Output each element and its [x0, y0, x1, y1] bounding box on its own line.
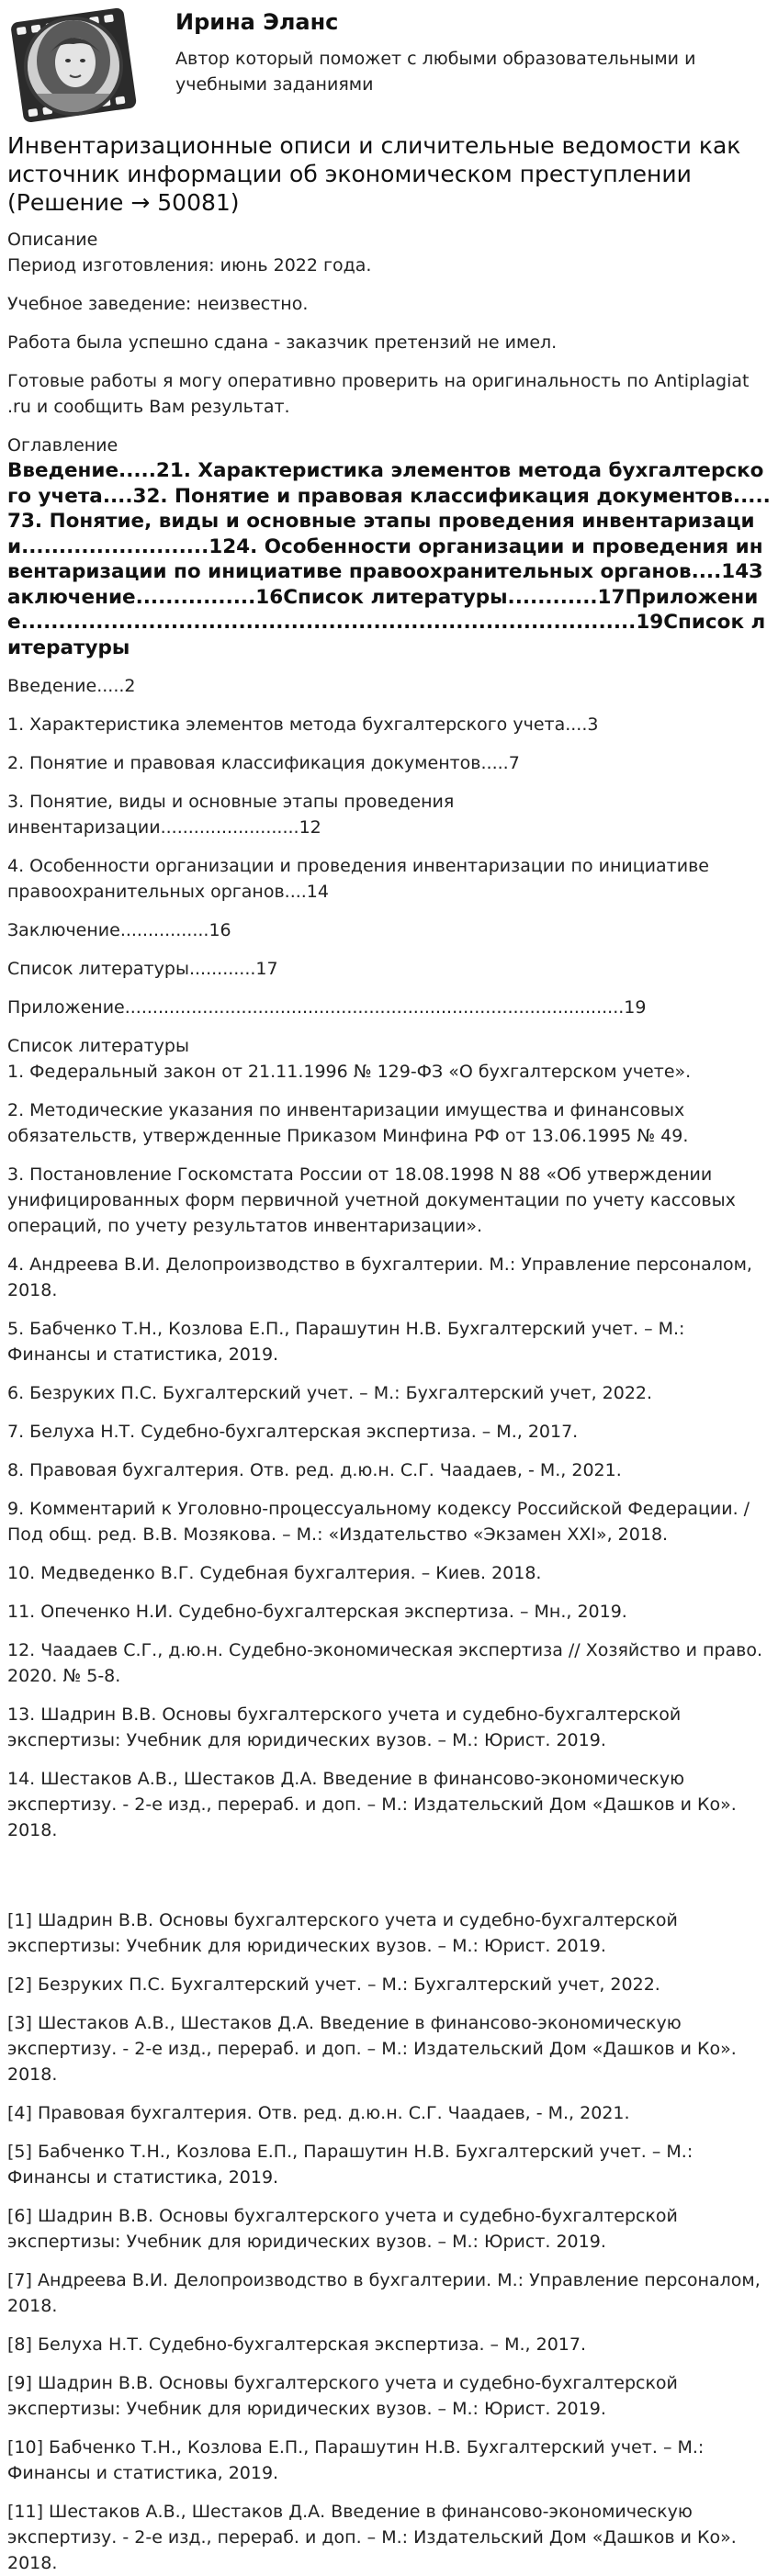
reference-item: 3. Постановление Госкомстата России от 18.08.1998 N 88 «Об утверждении унифицированных форм первичной учетной документации по учету кассовых операций, по учету результатов инвентаризации». [7, 1164, 736, 1236]
description-line: Работа была успешно сдана - заказчик претензий не имел. [7, 332, 558, 353]
page-title: Инвентаризационные описи и сличительные ведомости как источник информации об экономическом преступлении (Решение → 50081) [7, 132, 741, 216]
toc-item: 2. Понятие и правовая классификация документов.....7 [7, 753, 520, 773]
toc-item: 4. Особенности организации и проведения инвентаризации по инициативе правоохранительных органов....14 [7, 856, 709, 902]
footnote-item: [7] Андреева В.И. Делопроизводство в бухгалтерии. М.: Управление персоналом, 2018. [7, 2270, 761, 2316]
footnote-item: [9] Шадрин В.В. Основы бухгалтерского учета и судебно-бухгалтерской экспертизы: Учебник для юридических вузов. – М.: Юрист. 2019. [7, 2373, 678, 2419]
reference-item: 4. Андреева В.И. Делопроизводство в бухгалтерии. М.: Управление персоналом, 2018. [7, 1254, 752, 1300]
footnote-item: [2] Безруких П.С. Бухгалтерский учет. – М.: Бухгалтерский учет, 2022. [7, 1974, 660, 1995]
toc-heading: Оглавление [7, 435, 118, 456]
reference-item: 7. Белуха Н.Т. Судебно-бухгалтерская экспертиза. – М., 2017. [7, 1422, 579, 1442]
description-line: Учебное заведение: неизвестно. [7, 294, 309, 314]
toc-item: Введение.....2 [7, 676, 136, 696]
toc-item: 3. Понятие, виды и основные этапы проведения инвентаризации.........................12 [7, 792, 455, 838]
footnote-item: [6] Шадрин В.В. Основы бухгалтерского учета и судебно-бухгалтерской экспертизы: Учебник для юридических вузов. – М.: Юрист. 2019. [7, 2206, 678, 2252]
toc-item: 1. Характеристика элементов метода бухгалтерского учета....3 [7, 714, 599, 735]
toc-run-on-text: Введение.....21. Характеристика элементов метода бухгалтерского учета....32. Понятие и правовая классификация документов.....73. Понятие, виды и основные этапы проведения инвентаризации.........................124. Особенности организации и проведения инвентаризации по инициативе правоохранительных органов....14Заключение................16Список литературы............17Приложение..................................................................................19Список литературы [7, 459, 771, 659]
reference-item: 8. Правовая бухгалтерия. Отв. ред. д.ю.н. С.Г. Чаадаев, - М., 2021. [7, 1460, 622, 1480]
reference-item: 10. Медведенко В.Г. Судебная бухгалтерия. – Киев. 2018. [7, 1563, 542, 1583]
author-name[interactable]: Ирина Эланс [175, 9, 339, 35]
reference-item: 5. Бабченко Т.Н., Козлова Е.П., Парашутин Н.В. Бухгалтерский учет. – М.: Финансы и статистика, 2019. [7, 1319, 685, 1365]
reference-item: 2. Методические указания по инвентаризации имущества и финансовых обязательств, утвержденные Приказом Минфина РФ от 13.06.1995 № 49. [7, 1100, 689, 1146]
footnote-item: [1] Шадрин В.В. Основы бухгалтерского учета и судебно-бухгалтерской экспертизы: Учебник для юридических вузов. – М.: Юрист. 2019. [7, 1910, 678, 1956]
toc-item: Список литературы............17 [7, 959, 278, 979]
author-description: Автор который поможет с любыми образовательными и учебными заданиями [175, 49, 696, 95]
reference-item: 13. Шадрин В.В. Основы бухгалтерского учета и судебно-бухгалтерской экспертизы: Учебник для юридических вузов. – М.: Юрист. 2019. [7, 1704, 682, 1750]
footnotes [7, 1907, 772, 2576]
author-card [6, 6, 772, 123]
footnote-item: [3] Шестаков А.В., Шестаков Д.А. Введение в финансово-экономическую экспертизу. - 2-е изд., перераб. и доп. – М.: Издательский Дом «Дашков и Ко». 2018. [7, 2013, 737, 2085]
footnote-item: [4] Правовая бухгалтерия. Отв. ред. д.ю.н. С.Г. Чаадаев, - М., 2021. [7, 2103, 630, 2123]
footnote-item: [10] Бабченко Т.Н., Козлова Е.П., Парашутин Н.В. Бухгалтерский учет. – М.: Финансы и статистика, 2019. [7, 2437, 705, 2483]
toc-item: Приложение..........................................................................................19 [7, 997, 647, 1018]
references-heading: Список литературы [7, 1036, 189, 1056]
reference-item: 6. Безруких П.С. Бухгалтерский учет. – М.: Бухгалтерский учет, 2022. [7, 1383, 653, 1403]
reference-item: 12. Чаадаев С.Г., д.ю.н. Судебно-экономическая экспертиза // Хозяйство и право. 2020. № 5-8. [7, 1640, 763, 1686]
footnote-item: [11] Шестаков А.В., Шестаков Д.А. Введение в финансово-экономическую экспертизу. - 2-е изд., перераб. и доп. – М.: Издательский Дом «Дашков и Ко». 2018. [7, 2502, 737, 2573]
work-content [7, 131, 772, 2576]
description-heading: Описание [7, 230, 98, 250]
reference-item: 9. Комментарий к Уголовно-процессуальному кодексу Российской Федерации. / Под общ. ред. В.В. Мозякова. – М.: «Издательство «Экзамен XXI», 2018. [7, 1499, 750, 1545]
footnote-item: [8] Белуха Н.Т. Судебно-бухгалтерская экспертиза. – М., 2017. [7, 2334, 586, 2355]
footnote-item: [5] Бабченко Т.Н., Козлова Е.П., Парашутин Н.В. Бухгалтерский учет. – М.: Финансы и статистика, 2019. [7, 2142, 693, 2188]
reference-item: 14. Шестаков А.В., Шестаков Д.А. Введение в финансово-экономическую экспертизу. - 2-е изд., перераб. и доп. – М.: Издательский Дом «Дашков и Ко». 2018. [7, 1769, 737, 1840]
description-line: Готовые работы я могу оперативно проверить на оригинальность по Antiplagiat .ru и сообщить Вам результат. [7, 371, 750, 417]
toc-item: Заключение................16 [7, 920, 231, 940]
reference-item: 11. Опеченко Н.И. Судебно-бухгалтерская экспертиза. – Мн., 2019. [7, 1602, 627, 1622]
author-avatar [9, 6, 138, 123]
reference-item: 1. Федеральный закон от 21.11.1996 № 129-ФЗ «О бухгалтерском учете». [7, 1062, 692, 1082]
description-line: Период изготовления: июнь 2022 года. [7, 255, 372, 276]
